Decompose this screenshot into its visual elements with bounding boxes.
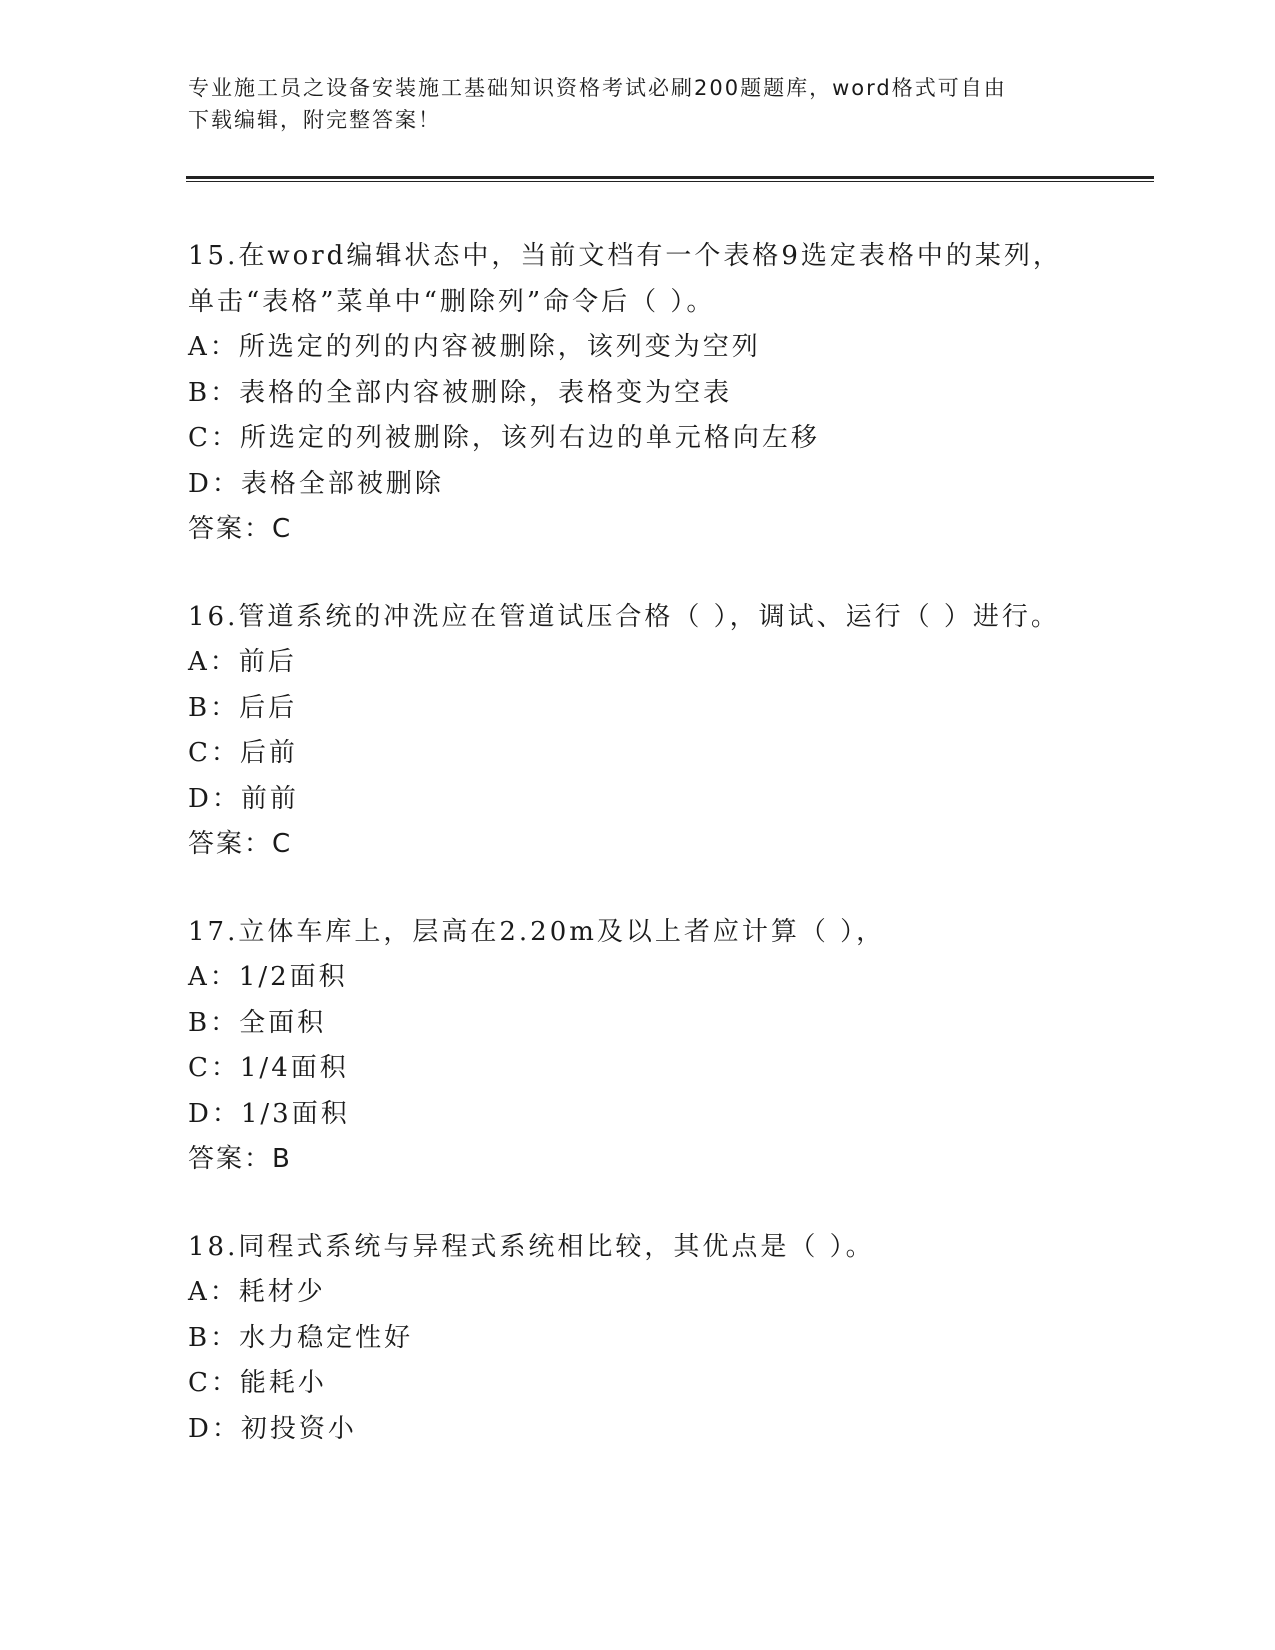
question-15 [188, 234, 1148, 553]
question-16 [188, 595, 1148, 868]
question-18 [188, 1225, 1148, 1453]
option-b: B：水力稳定性好 [188, 1322, 414, 1353]
option-d: D：前前 [188, 783, 299, 814]
header-divider-thick [186, 176, 1154, 179]
document-header [188, 72, 1068, 136]
option-b: B：表格的全部内容被删除，表格变为空表 [188, 377, 733, 408]
option-a: A：耗材少 [188, 1277, 326, 1307]
question-text: 18.同程式系统与异程式系统相比较，其优点是（ ）。 [188, 1231, 875, 1262]
question-text: 16.管道系统的冲洗应在管道试压合格（ ），调试、运行（ ）进行。 [188, 601, 1060, 632]
option-a: A：前后 [188, 647, 297, 677]
option-c: C：1/4面积 [188, 1053, 349, 1083]
option-d: D：初投资小 [188, 1413, 357, 1444]
question-list [188, 234, 1148, 1494]
header-divider-thin [186, 181, 1154, 182]
answer-label: 答案：C [188, 829, 293, 859]
question-17 [188, 910, 1148, 1183]
option-b: B：后后 [188, 692, 298, 723]
answer-label: 答案：B [188, 1144, 292, 1174]
option-c: C：所选定的列被删除，该列右边的单元格向左移 [188, 423, 820, 453]
option-b: B：全面积 [188, 1007, 327, 1038]
option-d: D：表格全部被删除 [188, 468, 444, 499]
option-c: C：后前 [188, 738, 298, 768]
answer-label: 答案：C [188, 514, 293, 544]
header-title-line-2: 下载编辑，附完整答案！ [188, 108, 441, 132]
question-text: 17.立体车库上，层高在2.20m及以上者应计算（ ）， [188, 916, 886, 947]
question-text: 15.在word编辑状态中，当前文档有一个表格9选定表格中的某列， [188, 241, 1062, 271]
option-a: A：1/2面积 [188, 962, 348, 992]
question-text: 单击“表格”菜单中“删除列”命令后（ ）。 [188, 286, 716, 317]
option-a: A：所选定的列的内容被删除，该列变为空列 [188, 332, 761, 362]
option-d: D：1/3面积 [188, 1098, 350, 1129]
header-title-line-1: 专业施工员之设备安装施工基础知识资格考试必刷200题题库，word格式可自由 [188, 76, 1007, 100]
option-c: C：能耗小 [188, 1368, 327, 1398]
